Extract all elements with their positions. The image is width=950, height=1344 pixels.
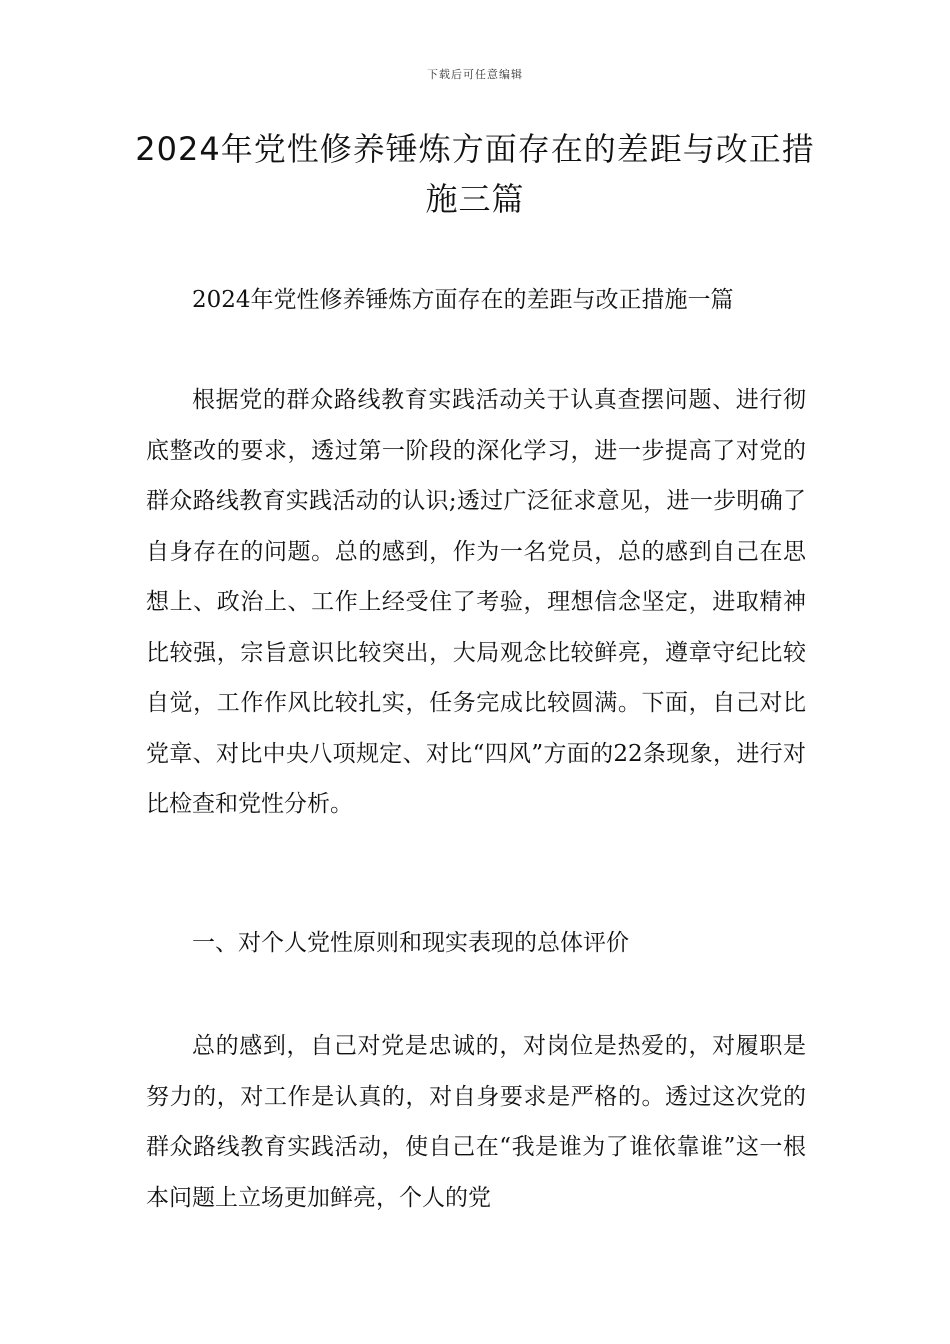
section-subtitle: 2024年党性修养锤炼方面存在的差距与改正措施一篇 bbox=[192, 287, 734, 313]
header-note: 下载后可任意编辑 bbox=[427, 68, 523, 81]
paragraph-evaluation: 总的感到，自己对党是忠诚的，对岗位是热爱的，对履职是努力的，对工作是认真的，对自身要求是严格的。透过这次党的群众路线教育实践活动，使自己在“我是谁为了谁依靠谁”这一根本问题上立场更加鲜亮，个人的党 bbox=[146, 1033, 806, 1211]
document-title: 2024年党性修养锤炼方面存在的差距与改正措施三篇 bbox=[135, 130, 815, 218]
section-heading-1: 一、对个人党性原则和现实表现的总体评价 bbox=[192, 930, 629, 956]
paragraph-intro: 根据党的群众路线教育实践活动关于认真查摆问题、进行彻底整改的要求，透过第一阶段的深化学习，进一步提高了对党的群众路线教育实践活动的认识;透过广泛征求意见，进一步明确了自身存在的问题。总的感到，作为一名党员，总的感到自己在思想上、政治上、工作上经受住了考验，理想信念坚定，进取精神比较强，宗旨意识比较突出，大局观念比较鲜亮，遵章守纪比较自觉，工作作风比较扎实，任务完成比较圆满。下面，自己对比党章、对比中央八项规定、对比“四风”方面的22条现象，进行对比检查和党性分析。 bbox=[146, 387, 806, 817]
